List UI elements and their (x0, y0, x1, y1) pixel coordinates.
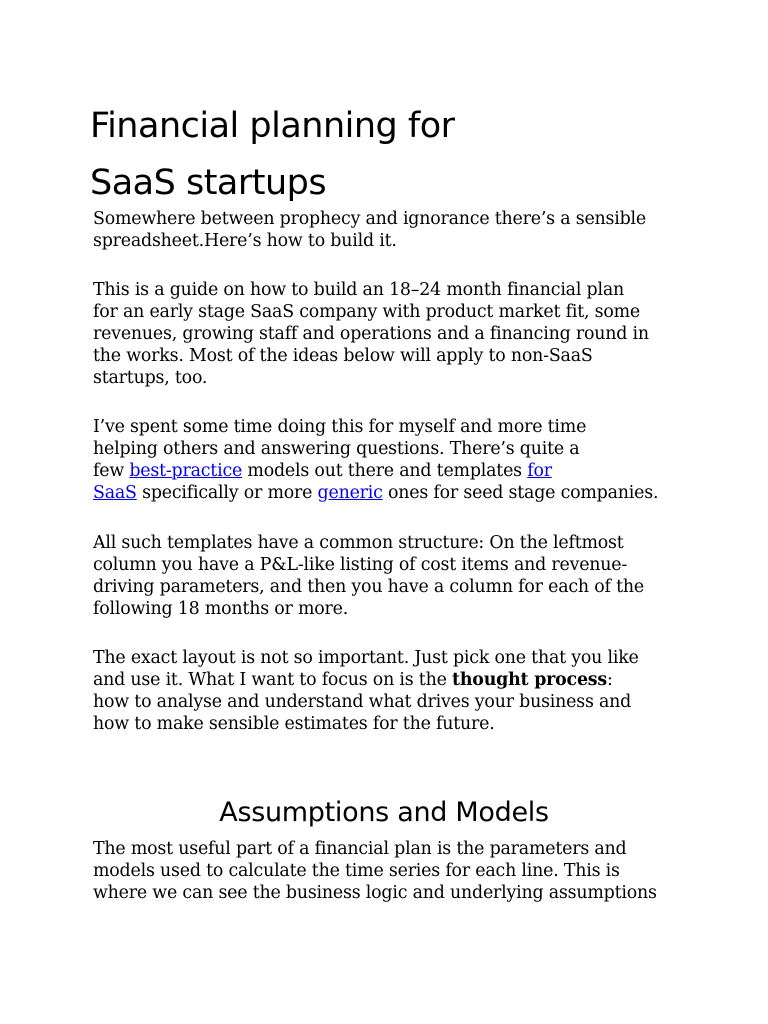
templates-paragraph (93, 532, 693, 620)
assumptions-line: where we can see the business logic and underlying assumptions (93, 883, 657, 903)
intro-line: for an early stage SaaS company with product market fit, some (93, 302, 641, 322)
layout-line: how to analyse and understand what drives your business and (93, 692, 632, 712)
thought-process-emphasis: thought process (452, 670, 607, 690)
section-heading-assumptions: Assumptions and Models (219, 797, 549, 828)
for-saas-link-part-2[interactable]: SaaS (93, 483, 137, 503)
layout-line (93, 669, 693, 691)
experience-line: helping others and answering questions. There’s quite a (93, 439, 580, 459)
article-title-line-1: Financial planning for (90, 106, 455, 146)
layout-line: The exact layout is not so important. Just pick one that you like (93, 648, 639, 668)
experience-text: few (93, 461, 130, 481)
article-subtitle (93, 208, 693, 252)
experience-line (93, 460, 693, 482)
assumptions-paragraph (93, 838, 693, 904)
article-title (90, 98, 650, 212)
article-title-line-2: SaaS startups (90, 163, 327, 203)
assumptions-line: models used to calculate the time series for each line. This is (93, 861, 620, 881)
experience-text: specifically or more (136, 483, 318, 503)
layout-text: : (606, 670, 613, 690)
experience-text: models out there and templates (242, 461, 528, 481)
subtitle-line-1: Somewhere between prophecy and ignorance there’s a sensible (93, 209, 647, 229)
layout-paragraph (93, 647, 693, 735)
intro-line: revenues, growing staff and operations and a financing round in (93, 324, 649, 344)
templates-line: driving parameters, and then you have a column for each of the (93, 577, 644, 597)
experience-line: I’ve spent some time doing this for myself and more time (93, 417, 587, 437)
assumptions-line: The most useful part of a financial plan is the parameters and (93, 839, 627, 859)
layout-line: how to make sensible estimates for the future. (93, 714, 495, 734)
experience-line (93, 482, 693, 504)
intro-paragraph (93, 279, 693, 389)
for-saas-link-part-1[interactable]: for (527, 461, 552, 481)
best-practice-link[interactable]: best-practice (129, 461, 243, 481)
intro-line: This is a guide on how to build an 18–24 month financial plan (93, 280, 625, 300)
templates-line: following 18 months or more. (93, 599, 349, 619)
templates-line: column you have a P&L-like listing of cost items and revenue- (93, 555, 628, 575)
intro-line: startups, too. (93, 368, 208, 388)
templates-line: All such templates have a common structure: On the leftmost (93, 533, 624, 553)
experience-paragraph (93, 416, 693, 504)
experience-text: ones for seed stage companies. (382, 483, 659, 503)
generic-link[interactable]: generic (317, 483, 383, 503)
intro-line: the works. Most of the ideas below will apply to non-SaaS (93, 346, 593, 366)
subtitle-line-2: spreadsheet.Here’s how to build it. (93, 231, 397, 251)
layout-text: and use it. What I want to focus on is the (93, 670, 453, 690)
